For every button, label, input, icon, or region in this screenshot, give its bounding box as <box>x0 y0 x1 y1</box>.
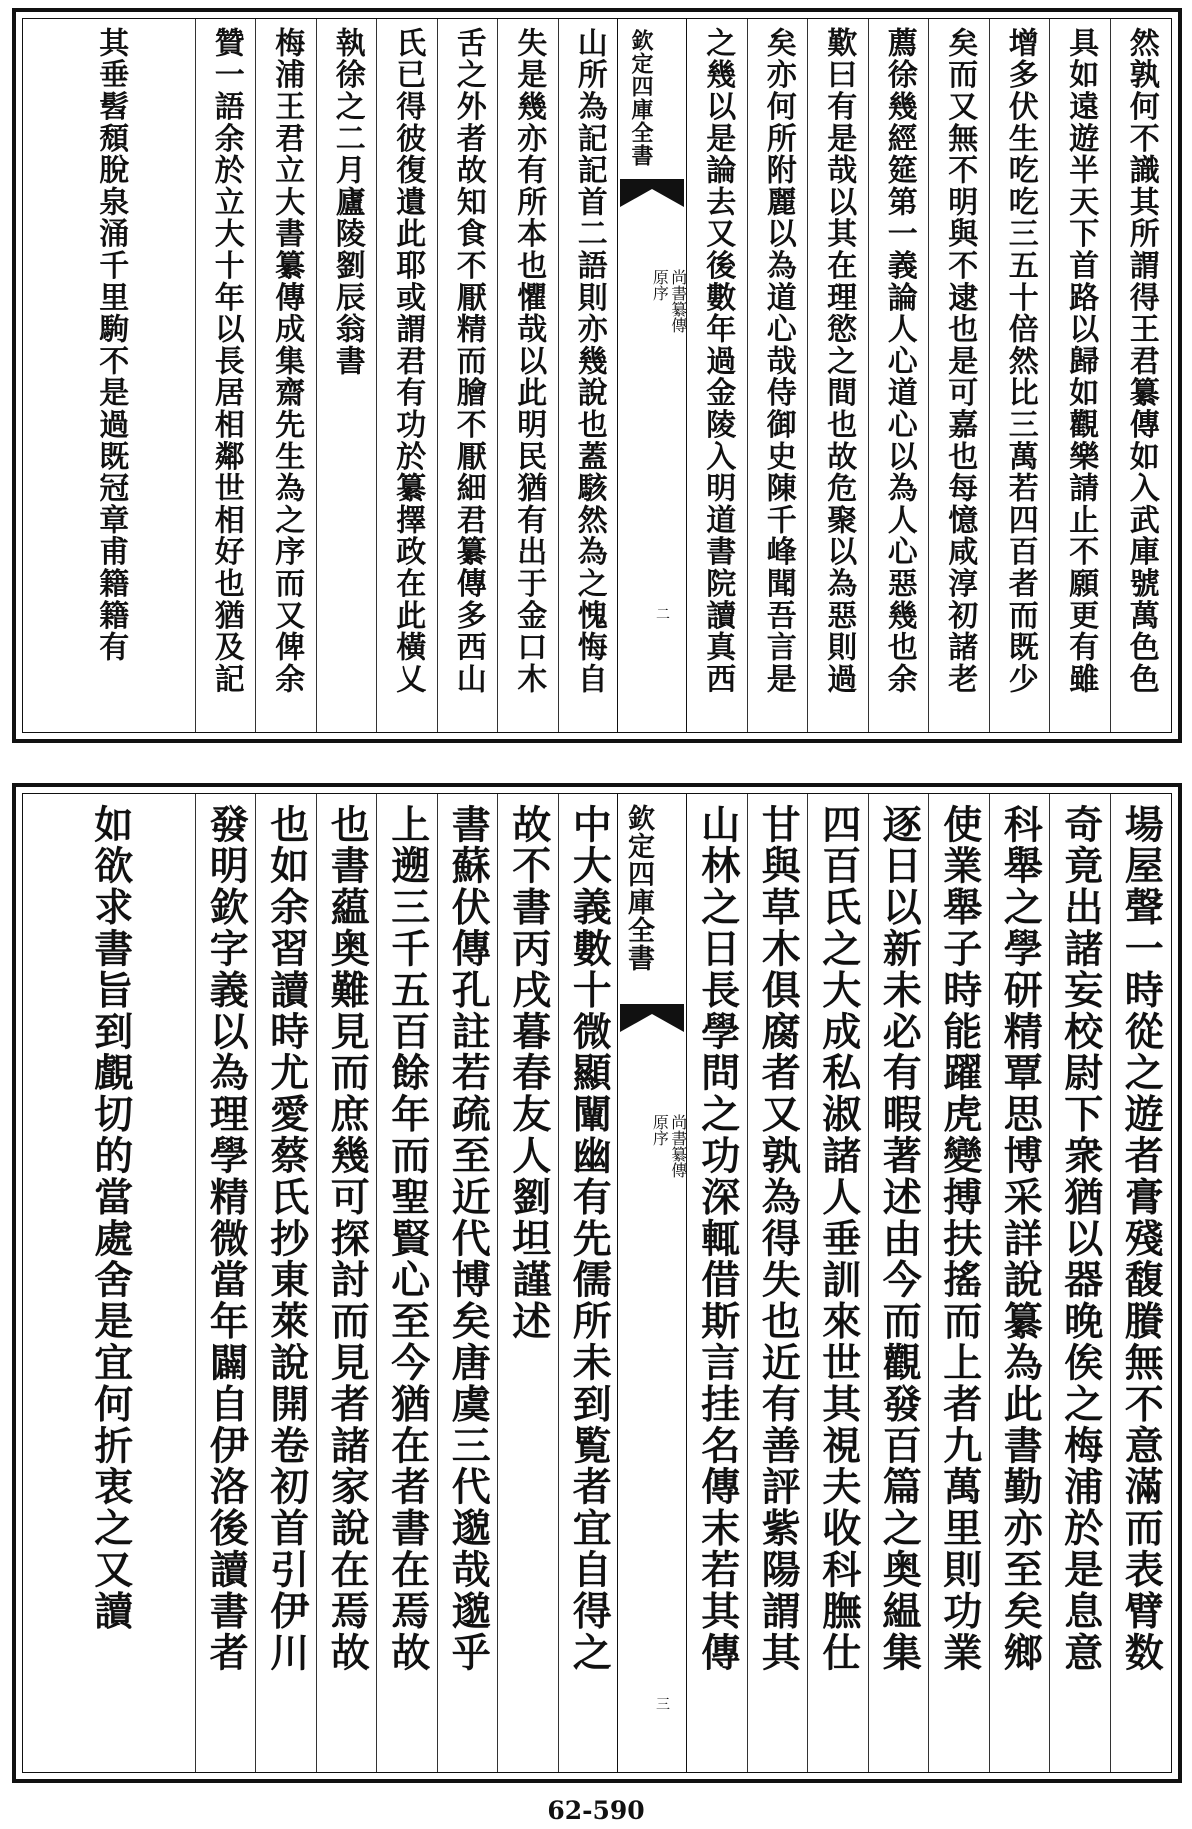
column-text: 也如余習讀時尤愛蔡氏抄東萊說開卷初首引伊川 <box>263 804 310 1674</box>
folio-number: 二 <box>656 607 670 623</box>
column-text: 科舉之學研精覃思博采詳說纂為此書勤亦至矣鄉 <box>997 804 1044 1674</box>
text-column <box>558 794 620 1772</box>
column-text: 奇竟出諸妄校尉下衆猶以器晚俟之梅浦於是息意 <box>1057 804 1104 1674</box>
text-column <box>928 19 990 732</box>
page-footer-number: 62-590 <box>547 1796 645 1825</box>
text-column <box>989 19 1051 732</box>
column-text: 中大義數十微顯闡幽有先儒所未到覧者宜自得之 <box>566 804 613 1674</box>
book-section-label <box>650 269 687 333</box>
text-column <box>497 794 559 1772</box>
column-text: 使業舉子時能躍虎變搏扶搖而上者九萬里則功業 <box>936 804 983 1674</box>
fishtail-mark-icon <box>620 179 684 209</box>
text-column <box>1049 794 1111 1772</box>
column-text: 逐日以新未必有暇著述由今而觀發百篇之奥緼集 <box>876 804 923 1674</box>
lower-page <box>12 783 1182 1783</box>
text-column <box>255 19 317 732</box>
text-column <box>558 19 620 732</box>
text-column <box>747 794 809 1772</box>
column-text: 山所為記記首二語則亦幾說也蓋駭然為之愧悔自 <box>571 27 607 695</box>
column-text: 增多伏生吃吃三五十倍然比三萬若四百者而既少 <box>1002 27 1038 695</box>
column-text: 失是幾亦有所本也懼哉以此明民猶有出于金口木 <box>511 27 547 695</box>
book-name: 尚書纂傳 <box>668 269 688 333</box>
text-column <box>1110 19 1172 732</box>
column-text: 其垂髫頹脫泉涌千里駒不是過既冠章甫籍籍有 <box>93 27 129 663</box>
column-text: 甘與草木俱腐者又孰為得失也近有善評紫陽謂其 <box>755 804 802 1674</box>
book-section-label <box>650 1114 687 1178</box>
column-text: 氏已得彼復遺此耶或謂君有功於纂擇政在此橫乂 <box>390 27 426 695</box>
text-column <box>807 19 869 732</box>
lower-page-frame <box>22 793 1172 1773</box>
upper-page-frame <box>22 18 1172 733</box>
text-column <box>25 794 196 1772</box>
text-column <box>1110 794 1172 1772</box>
text-column <box>686 794 748 1772</box>
column-text: 贊一語余於立大十年以長居相鄰世相好也猶及記 <box>208 27 244 695</box>
text-column <box>376 794 438 1772</box>
text-column <box>195 19 257 732</box>
section-name: 原序 <box>650 1114 670 1146</box>
text-column <box>316 19 378 732</box>
section-name: 原序 <box>650 269 670 301</box>
column-text: 故不書丙戌暮春友人劉坦謹述 <box>505 804 552 1343</box>
column-text: 矣而又無不明與不逮也是可嘉也每憶咸淳初諸老 <box>942 27 978 695</box>
column-text: 矣亦何所附麗以為道心哉侍御史陳千峰聞吾言是 <box>760 27 796 695</box>
folio-number: 三 <box>656 1697 670 1713</box>
fishtail-mark-icon <box>620 1004 684 1034</box>
column-text: 薦徐幾經筵第一義論人心道心以為人心惡幾也余 <box>881 27 917 695</box>
text-column <box>497 19 559 732</box>
book-name: 尚書纂傳 <box>668 1114 688 1178</box>
collection-title: 欽定四庫全書 <box>628 29 654 167</box>
text-column <box>868 19 930 732</box>
collection-title: 欽定四庫全書 <box>623 804 654 972</box>
column-text: 之幾以是論去又後數年過金陵入明道書院讀真西 <box>700 27 736 695</box>
text-column <box>747 19 809 732</box>
upper-page <box>12 8 1182 743</box>
text-column <box>928 794 990 1772</box>
text-column <box>25 19 196 732</box>
text-column <box>1049 19 1111 732</box>
column-text: 上遡三千五百餘年而聖賢心至今猶在者書在焉故 <box>384 804 431 1674</box>
column-text: 梅浦王君立大書纂傳成集齋先生為之序而又俾余 <box>269 27 305 695</box>
text-column <box>807 794 869 1772</box>
column-text: 具如遠遊半天下首路以歸如觀樂請止不願更有雖 <box>1063 27 1099 695</box>
column-text: 如欲求書旨到覰切的當處舍是宜何折衷之又讀 <box>87 804 134 1632</box>
column-text: 歎曰有是哉以其在理慾之間也故危聚以為惡則過 <box>821 27 857 695</box>
text-column <box>437 794 499 1772</box>
column-text: 然孰何不識其所謂得王君纂傳如入武庫號萬色色 <box>1123 27 1159 695</box>
center-fold-strip <box>617 19 687 732</box>
text-column <box>255 794 317 1772</box>
text-column <box>437 19 499 732</box>
text-column <box>376 19 438 732</box>
column-text: 山林之日長學問之功深輒借斯言挂名傳末若其傳 <box>694 804 741 1674</box>
column-text: 也書藴奥難見而庶幾可探討而見者諸家說在焉故 <box>324 804 371 1674</box>
text-column <box>989 794 1051 1772</box>
column-text: 舌之外者故知食不厭精而膾不厭細君纂傳多西山 <box>450 27 486 695</box>
column-text: 執徐之二月廬陵劉辰翁書 <box>329 27 365 377</box>
column-text: 發明欽字義以為理學精微當年闢自伊洛後讀書者 <box>203 804 250 1674</box>
text-column <box>316 794 378 1772</box>
text-column <box>868 794 930 1772</box>
text-column <box>195 794 257 1772</box>
column-text: 書蘇伏傳孔註若疏至近代博矣唐虞三代邈哉邈乎 <box>445 804 492 1674</box>
text-column <box>686 19 748 732</box>
column-text: 四百氏之大成私淑諸人垂訓來世其視夫收科膴仕 <box>815 804 862 1674</box>
center-fold-strip <box>617 794 687 1772</box>
column-text: 場屋聲一時從之遊者膏殘馥賸無不意滿而表臂数 <box>1118 804 1165 1674</box>
